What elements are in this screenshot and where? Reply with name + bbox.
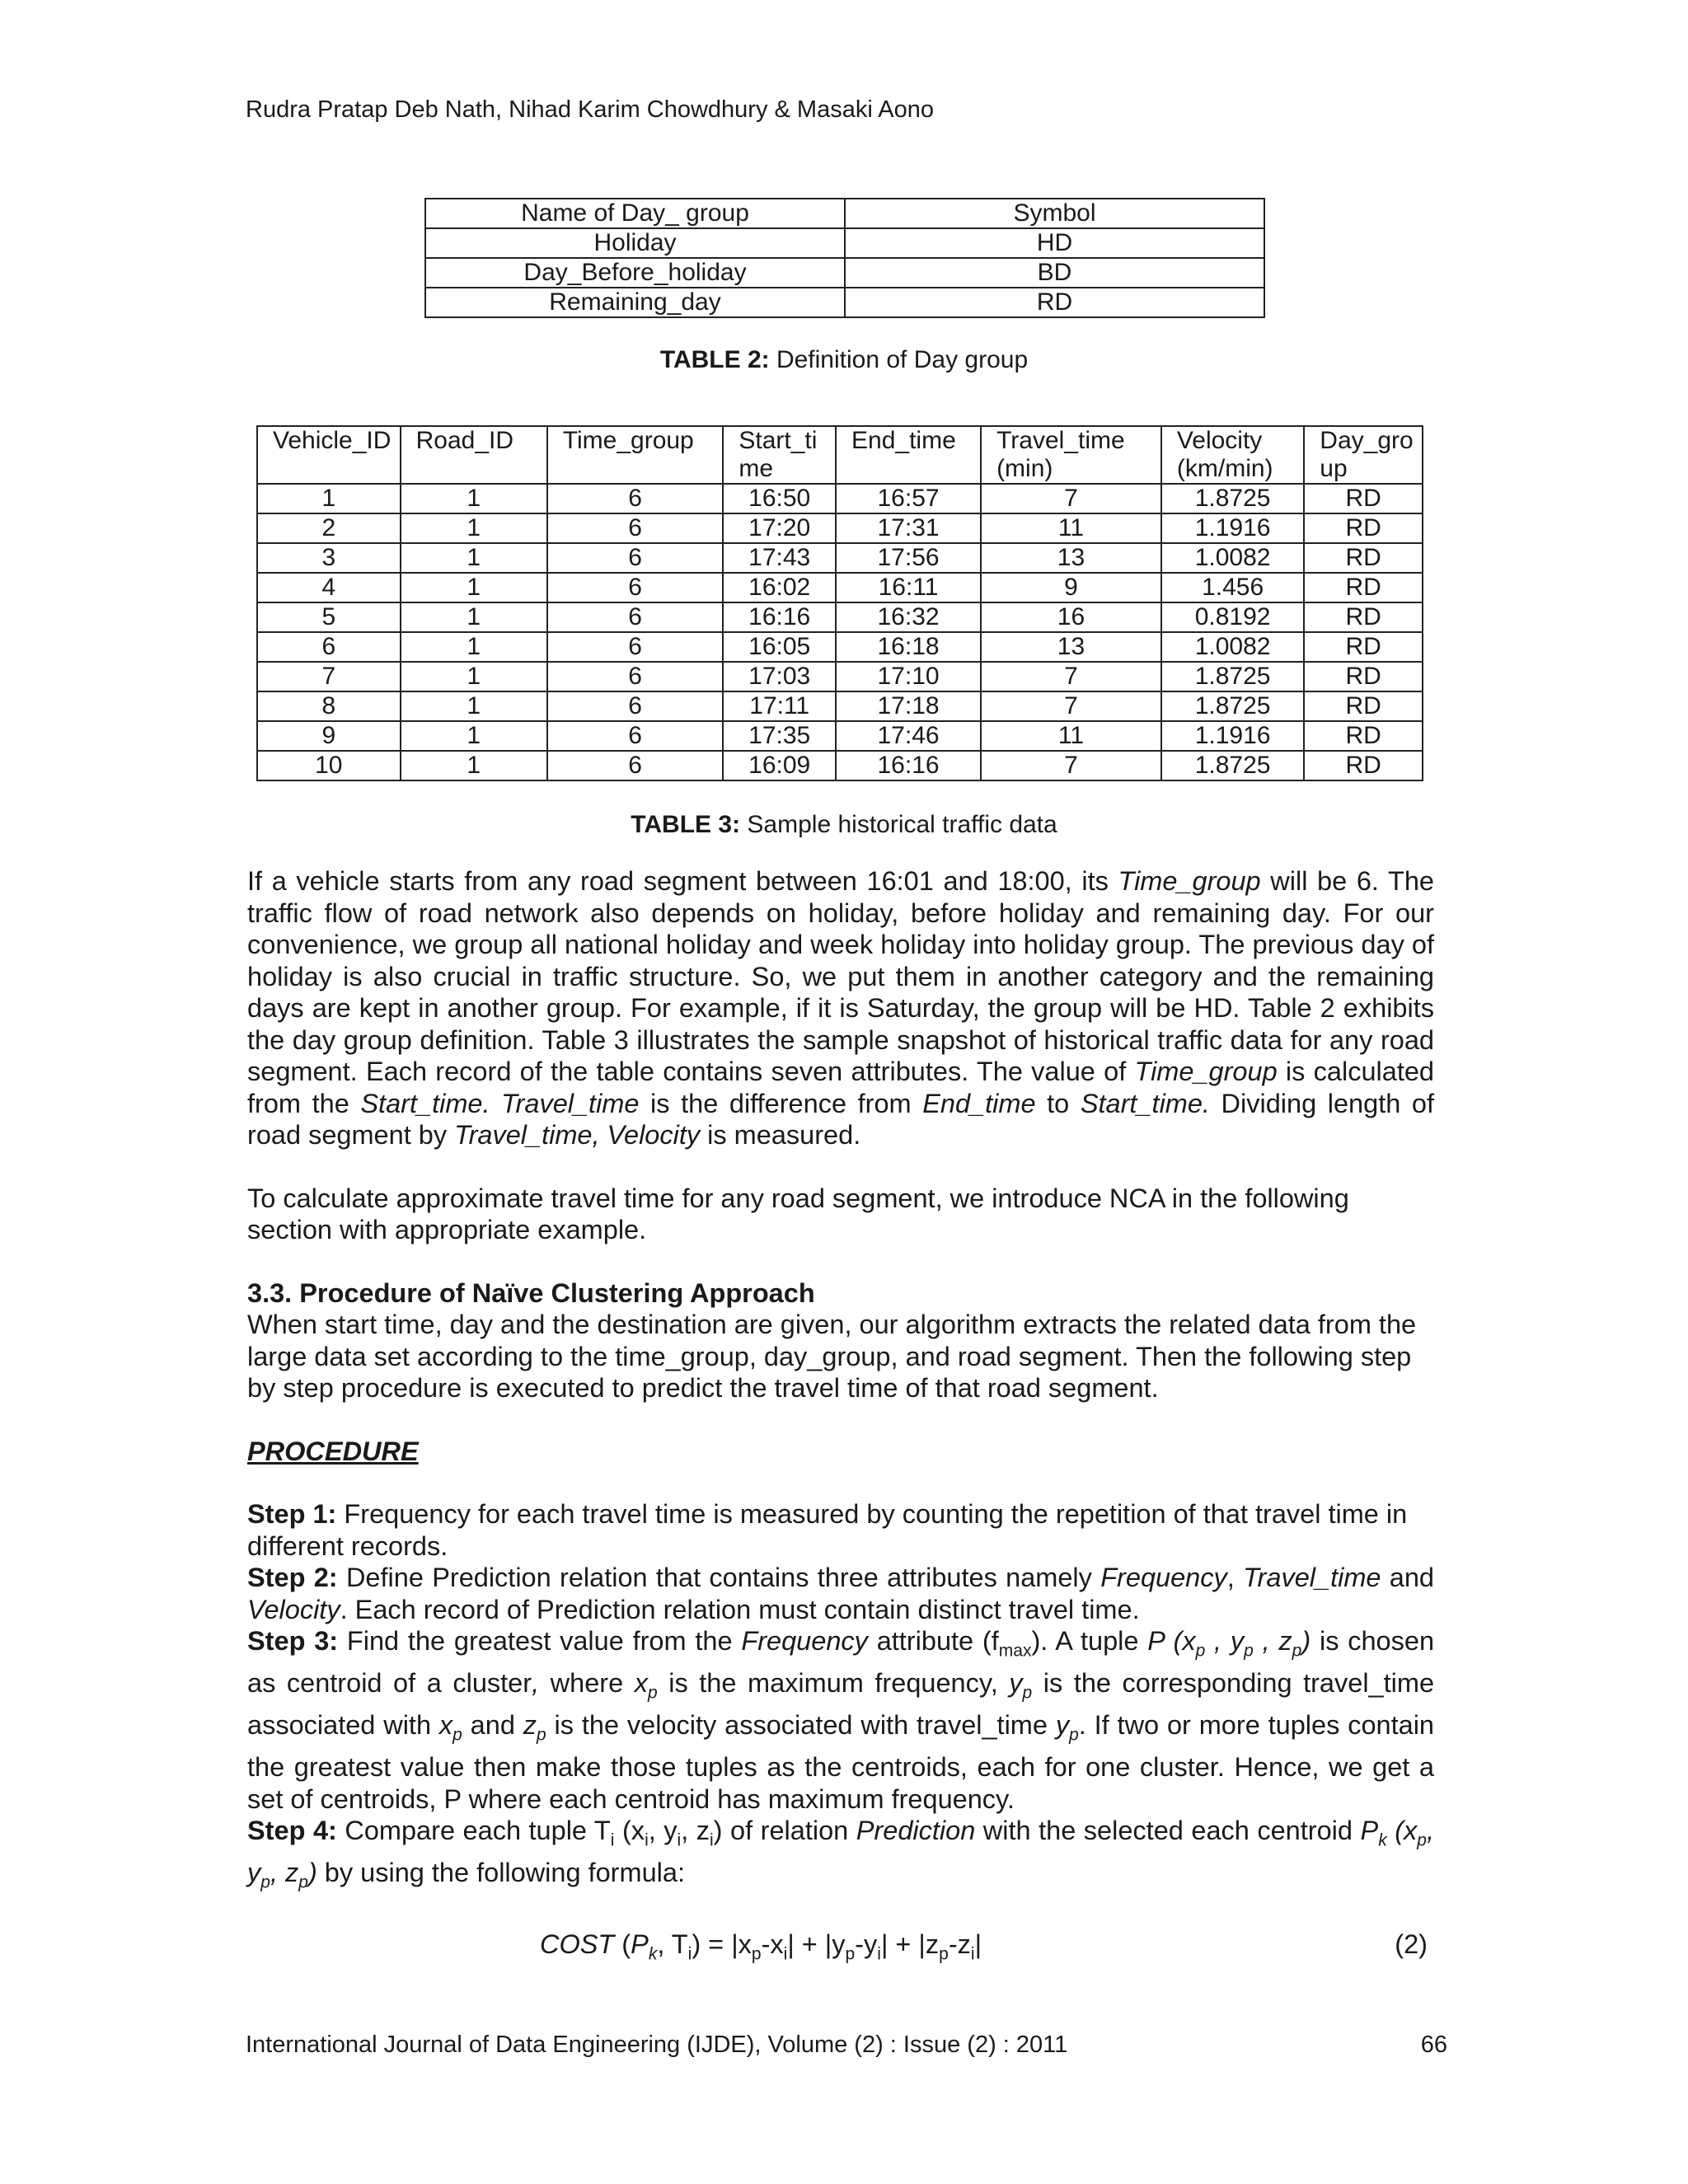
table-cell: 16:57 [836,484,981,513]
running-footer: International Journal of Data Engineering (IJDE), Volume (2) : Issue (2) : 2011 [246,2032,1068,2058]
table-row [257,751,1423,780]
table-cell: RD [1304,662,1423,691]
table-cell: 1 [257,484,401,513]
table-row [425,258,1264,288]
table-cell: 1.1916 [1161,721,1304,751]
table-cell: 16:16 [723,602,836,632]
table-cell: 17:11 [723,691,836,721]
table-cell: 7 [981,662,1161,691]
paragraph-nca-intro: To calculate approximate travel time for any road segment, we introduce NCA in the following section with appropriate example. [247,1183,1349,1244]
table-cell: HD [845,228,1264,258]
table-cell: 6 [547,484,724,513]
table-cell: RD [1304,513,1423,543]
table-header-row [257,426,1423,484]
table-row [257,513,1423,543]
header-text: Time_group [562,427,694,454]
table-cell: 1.8725 [1161,484,1304,513]
table-cell: 6 [547,602,724,632]
header-cell [836,426,981,484]
table-row [257,484,1423,513]
table-cell: 6 [547,513,724,543]
table-cell: RD [1304,751,1423,780]
table-cell: RD [1304,721,1423,751]
caption-label: TABLE 3: [631,811,741,838]
table-cell: 1 [401,513,547,543]
table-cell: 16:02 [723,573,836,602]
table-cell: 16:16 [836,751,981,780]
table-cell: 17:31 [836,513,981,543]
header-cell [401,426,547,484]
table-cell: 1.8725 [1161,751,1304,780]
formula-expression: COST ($P_k$, $T_i) = |x_p-x_i| + |y_p-y_i| + |z_p-z_i|$ [540,1929,982,1964]
paragraph-procedure-intro: When start time, day and the destination are given, our algorithm extracts the related data from the large data set according to the time_group, day_group, and road segment. Then the following step by step procedure is executed to predict the travel time of that road segment. [247,1310,1417,1403]
header-text: End_time [851,427,956,454]
table-cell: 1.456 [1161,573,1304,602]
table-row [257,602,1423,632]
table-cell: RD [1304,691,1423,721]
table-cell: 16:09 [723,751,836,780]
header-text: (km/min) [1176,455,1273,482]
table-cell: 1.0082 [1161,632,1304,662]
table-cell: 16:05 [723,632,836,662]
table-cell: 1 [401,602,547,632]
table-cell: 1 [401,691,547,721]
table-row [257,721,1423,751]
table-cell: RD [1304,602,1423,632]
paragraph-time-group: If a vehicle starts from any road segment between 16:01 and 18:00, its Time_group will be 6. The traffic flow of road network also depends on holiday, before holiday and remaining day. For our convenience, we group all national holiday and week holiday into holiday group. The previous day of holiday is also crucial in traffic structure. So, we put them in another category and the remaining days are kept in another group. For example, if it is Saturday, the group will be HD. Table 2 exhibits the day group definition. Table 3 illustrates the sample snapshot of historical traffic data for any road segment. Each record of the table contains seven attributes. The value of Time_group is calculated from the Start_time. Travel_time is the difference from End_time to Start_time. Dividing length of road segment by Travel_time, Velocity is measured. [247,866,1435,1150]
day-group-table [424,198,1265,318]
table-row [425,228,1264,258]
table-cell: 17:46 [836,721,981,751]
table-cell: 0.8192 [1161,602,1304,632]
table-cell: 9 [981,573,1161,602]
table-row [257,543,1423,573]
header-text: Road_ID [415,427,514,454]
caption-text: Definition of Day group [769,346,1029,373]
caption-label: TABLE 2: [659,346,770,373]
table-cell: 1 [401,721,547,751]
table-row [257,573,1423,602]
equation-number: (2) [1395,1929,1428,1959]
page-number: 66 [1420,2032,1447,2058]
table-cell: 7 [257,662,401,691]
header-cell [1304,426,1423,484]
header-cell [723,426,836,484]
table-cell: 17:03 [723,662,836,691]
table-cell: 4 [257,573,401,602]
table-cell: Day_Before_holiday [425,258,845,288]
table-cell: Holiday [425,228,845,258]
header-cell: Symbol [845,199,1264,228]
table3-caption [0,811,1688,839]
table-cell: 6 [257,632,401,662]
table2-caption [0,346,1688,374]
step-3: Step 3: Find the greatest value from the Frequency attribute $(f_{max})$. A tuple P ($x_p$ , $y_p$ , $z_p$) is chosen as centroid of a cluster, where $x_p$ is the maximum frequency, $y_p$ is the corresponding travel_time associated with $x_p$ and $z_p$ is the velocity associated with travel_time $y_p$. If two or more tuples contain the greatest value then make those tuples as the centroids, each for one cluster. Hence, we get a set of centroids, P where each centroid has maximum frequency. [247,1626,1435,1814]
table-row [257,691,1423,721]
header-cell [981,426,1161,484]
table-cell: 16:18 [836,632,981,662]
table-cell: Remaining_day [425,288,845,317]
table-cell: 7 [981,751,1161,780]
step-4: Step 4: Compare each tuple $T_i$ ($x_i$, $y_i$, $z_i$) of relation Prediction with the selected each centroid $P_k$ ($x_p$, $y_p$, $z_p$) by using the following formula: [247,1816,1435,1892]
table-cell: 11 [981,721,1161,751]
table-cell: 6 [547,632,724,662]
table-cell: 16:50 [723,484,836,513]
table-cell: 1.8725 [1161,662,1304,691]
table-cell: 1 [401,662,547,691]
header-cell: Name of Day_ group [425,199,845,228]
table-row [257,632,1423,662]
header-text: Vehicle_ID [273,427,392,454]
table-cell: 11 [981,513,1161,543]
table-cell: 1.1916 [1161,513,1304,543]
traffic-table-body [257,484,1423,780]
header-text: Travel_time [996,427,1125,454]
table-cell: 17:35 [723,721,836,751]
table-cell: 16 [981,602,1161,632]
step-1: Step 1: Frequency for each travel time is measured by counting the repetition of that travel time in different records. [247,1499,1408,1561]
header-text: Start_ti [738,427,818,454]
caption-text: Sample historical traffic data [740,811,1057,838]
table-cell: 17:20 [723,513,836,543]
table-cell: 13 [981,632,1161,662]
table-cell: RD [1304,573,1423,602]
table-cell: 6 [547,721,724,751]
table-cell: 8 [257,691,401,721]
header-text: (min) [996,455,1053,482]
header-text: Day_gro [1320,427,1414,454]
table-cell: 2 [257,513,401,543]
table-cell: 6 [547,543,724,573]
step-2: Step 2: Define Prediction relation that contains three attributes namely Frequency, Travel_time and Velocity. Each record of Prediction relation must contain distinct travel time. [247,1563,1434,1624]
header-text: me [738,455,774,482]
table-cell: 17:43 [723,543,836,573]
table-cell: RD [1304,484,1423,513]
traffic-data-table [256,425,1423,781]
table-cell: 17:56 [836,543,981,573]
table-cell: 7 [981,484,1161,513]
table-cell: 1 [401,573,547,602]
section-heading: 3.3. Procedure of Naïve Clustering Approach [247,1277,815,1308]
table-cell: 10 [257,751,401,780]
table-row [425,288,1264,317]
table-cell: 13 [981,543,1161,573]
table-row [257,662,1423,691]
procedure-heading: PROCEDURE [247,1436,419,1466]
table-cell: 1 [401,484,547,513]
table-cell: 5 [257,602,401,632]
table-cell: 1 [401,751,547,780]
table-cell: 7 [981,691,1161,721]
table-cell: 1 [401,543,547,573]
running-header: Rudra Pratap Deb Nath, Nihad Karim Chowdhury & Masaki Aono [246,96,934,123]
table-cell: 6 [547,662,724,691]
table-cell: RD [845,288,1264,317]
table-cell: 17:18 [836,691,981,721]
table-cell: 16:32 [836,602,981,632]
table-cell: 3 [257,543,401,573]
table-cell: BD [845,258,1264,288]
table-cell: 1.0082 [1161,543,1304,573]
header-cell [1161,426,1304,484]
header-text: up [1320,455,1348,482]
header-text: Velocity [1176,427,1263,454]
table-cell: 1.8725 [1161,691,1304,721]
table-cell: 6 [547,573,724,602]
table-cell: 6 [547,691,724,721]
table-header-row [425,199,1264,228]
table-cell: 17:10 [836,662,981,691]
table-cell: 6 [547,751,724,780]
header-cell [257,426,401,484]
table-cell: 16:11 [836,573,981,602]
table-cell: 1 [401,632,547,662]
table-cell: 9 [257,721,401,751]
table-cell: RD [1304,543,1423,573]
header-cell [547,426,724,484]
cost-formula [247,1929,1434,1964]
table-cell: RD [1304,632,1423,662]
body-text [247,865,1435,1964]
